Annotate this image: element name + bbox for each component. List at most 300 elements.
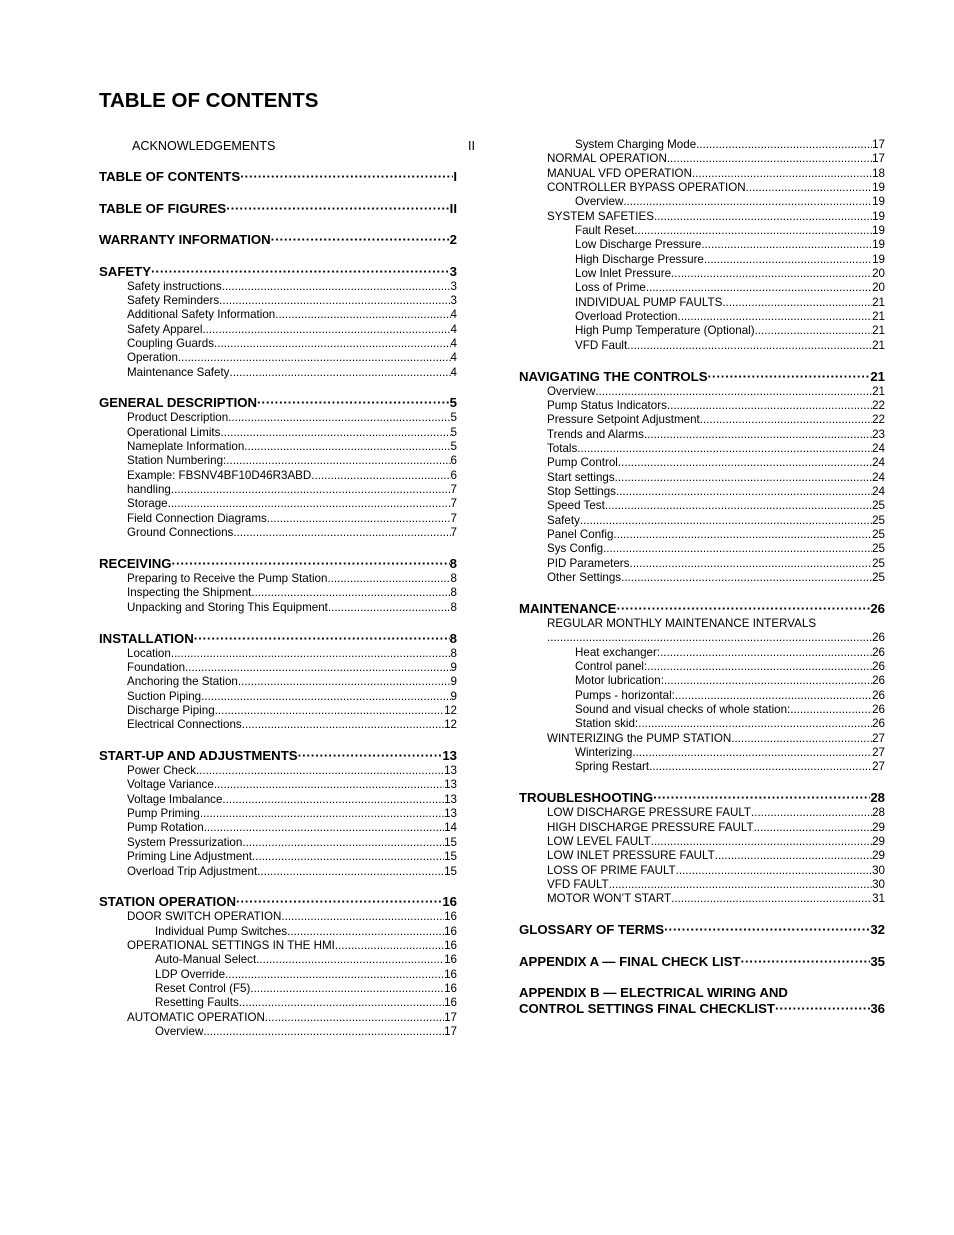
toc-entry-label: Low Inlet Pressure [575,267,672,281]
toc-entry-page: 28 [872,806,885,820]
toc-section-maintenance[interactable] [519,601,885,617]
toc-entry-label: Overview [155,1025,204,1039]
toc-entry-label: TABLE OF FIGURES [99,200,227,216]
toc-entry-page: 19 [872,238,885,252]
toc-entry-ground-connections[interactable] [99,526,457,540]
toc-entry-page: 21 [870,368,885,384]
toc-section-general-description[interactable] [99,395,457,411]
toc-entry-page: 19 [872,224,885,238]
toc-entry-anchoring-the-station[interactable] [99,675,457,689]
toc-section-appendix-b-electrical-wiring-and[interactable]: APPENDIX B — ELECTRICAL WIRING AND [519,985,788,1001]
toc-entry-blank[interactable] [519,631,885,645]
toc-entry-sys-config[interactable] [519,542,885,556]
toc-entry-page: 22 [872,399,885,412]
toc-entry-label: Stop Settings [547,485,616,499]
dot-leader [603,542,872,556]
toc-entry-stop-settings[interactable] [519,485,885,499]
dot-leader [311,469,450,483]
toc-entry-label: MAINTENANCE [519,600,617,616]
toc-entry-label: Overload Protection [575,310,678,324]
toc-entry-label: RECEIVING [99,556,172,571]
dot-leader [281,910,444,924]
toc-entry-overview[interactable] [99,1025,457,1039]
toc-entry-label: LDP Override [155,967,226,981]
toc-entry-motor-lubrication[interactable] [519,674,885,688]
toc-entry-motor-won-t-start[interactable] [519,892,885,906]
toc-entry-label: Pump Status Indicators [547,399,667,412]
dot-leader [220,426,450,440]
dot-leader [219,294,450,308]
toc-entry-voltage-variance[interactable] [99,778,457,792]
toc-entry-trends-and-alarms[interactable] [519,428,885,442]
toc-entry-page: 21 [872,295,885,309]
toc-entry-label: CONTROLLER BYPASS OPERATION [547,181,746,195]
toc-entry-label: OPERATIONAL SETTINGS IN THE HMI [127,939,335,953]
toc-entry-safety-reminders[interactable] [99,294,457,308]
dot-leader [196,764,444,778]
toc-entry-label: Field Connection Diagrams [127,511,267,525]
toc-entry-page: 3 [450,279,457,293]
toc-entry-label: ACKNOWLEDGEMENTS [132,139,276,153]
toc-entry-nameplate-information[interactable] [99,440,457,454]
toc-entry-page: 30 [872,877,885,891]
toc-entry-label: System Charging Mode [575,138,697,151]
toc-entry-label: WINTERIZING the PUMP STATION [547,731,732,745]
toc-entry-high-pump-temperature-optional[interactable] [519,324,885,338]
dot-leader [675,689,872,703]
toc-entry-label: Overview [575,195,624,209]
toc-entry-overload-protection[interactable] [519,310,885,324]
dot-leader [775,1001,870,1017]
toc-entry-maintenance-safety[interactable] [99,366,457,380]
toc-entry-label: Sound and visual checks of whole station: [575,703,791,717]
toc-entry-page: 36 [870,1001,885,1017]
dot-leader [741,954,871,970]
dot-leader [751,806,872,820]
toc-entry-handling[interactable] [99,483,457,497]
dot-leader [298,748,443,764]
toc-entry-label: Reset Control (F5) [155,982,251,996]
toc-entry-suction-piping[interactable] [99,690,457,704]
toc-entry-discharge-piping[interactable] [99,704,457,718]
dot-leader [236,894,442,910]
toc-entry-field-connection-diagrams[interactable] [99,512,457,526]
toc-section-table-of-figures[interactable] [99,201,457,217]
dot-leader [638,717,872,731]
toc-entry-electrical-connections[interactable] [99,718,457,732]
dot-leader [615,471,872,485]
dot-leader [200,807,444,821]
toc-entry-high-discharge-pressure-fault[interactable] [519,821,885,835]
dot-leader [616,485,872,499]
toc-entry-fault-reset[interactable] [519,224,885,238]
toc-entry-page: 26 [870,600,885,616]
toc-entry-label: Safety Apparel [127,322,203,336]
dot-leader [171,647,451,661]
toc-section-station-operation[interactable] [99,894,457,910]
dot-leader [229,366,450,380]
dot-leader [700,413,872,427]
toc-entry-label: NAVIGATING THE CONTROLS [519,368,708,384]
toc-entry-page: 3 [450,293,457,307]
toc-section-start-up-and-adjustments[interactable] [99,748,457,764]
toc-entry-pump-control[interactable] [519,456,885,470]
toc-entry-normal-operation[interactable] [519,152,885,166]
toc-entry-label: Example: FBSNV4BF10D46R3ABD [127,468,312,482]
toc-entry-operational-limits[interactable] [99,426,457,440]
toc-entry-page: 25 [872,571,885,585]
toc-entry-low-discharge-pressure-fault[interactable] [519,806,885,820]
dot-leader [647,660,872,674]
toc-entry-page: 16 [444,996,457,1010]
toc-entry-page: 2 [449,232,457,247]
toc-entry-safety-instructions[interactable] [99,280,457,294]
toc-section-appendix-a-final-check-list[interactable] [519,954,885,970]
toc-entry-label: STATION OPERATION [99,894,236,910]
toc-entry-page: 9 [450,675,457,689]
toc-entry-safety[interactable] [519,514,885,528]
toc-entry-page: 13 [444,807,457,821]
toc-entry-system-pressurization[interactable] [99,836,457,850]
toc-entry-inspecting-the-shipment[interactable] [99,586,457,600]
toc-section-installation[interactable] [99,631,457,647]
toc-entry-low-inlet-pressure[interactable] [519,267,885,281]
toc-entry-heat-exchanger[interactable] [519,646,885,660]
dot-leader [623,195,872,209]
toc-entry-priming-line-adjustment[interactable] [99,850,457,864]
toc-entry-label: Voltage Imbalance [127,792,223,806]
toc-section-navigating-the-controls[interactable] [519,369,885,385]
toc-entry-page: 19 [872,209,885,223]
dot-leader [267,512,451,526]
toc-entry-label: High Pump Temperature (Optional) [575,324,755,338]
toc-entry-auto-manual-select[interactable] [99,953,457,967]
toc-entry-overload-trip-adjustment[interactable] [99,865,457,879]
toc-entry-location[interactable] [99,647,457,661]
toc-entry-power-check[interactable] [99,764,457,778]
toc-entry-label: Coupling Guards [127,336,215,350]
toc-entry-page: 9 [450,689,457,703]
dot-leader [731,732,872,746]
toc-entry-page: 12 [444,703,457,717]
toc-entry-winterizing-the-pump-station[interactable] [519,732,885,746]
dot-leader [228,411,450,425]
toc-entry-page: 24 [872,456,885,470]
toc-entry-label: Safety [547,513,580,527]
toc-entry-page: 21 [872,384,885,398]
toc-entry-loss-of-prime[interactable] [519,281,885,295]
dot-leader [215,704,444,718]
toc-entry-page: 17 [444,1010,457,1024]
toc-entry-label: Product Description [127,411,229,425]
toc-entry-label: Other Settings [547,571,622,585]
dot-leader [671,892,872,906]
toc-entry-page: 26 [872,688,885,702]
toc-entry-page: 16 [444,910,457,924]
toc-entry-label: LOSS OF PRIME FAULT [547,863,676,877]
toc-entry-door-switch-operation[interactable] [99,910,457,924]
toc-entry-page: 4 [450,308,457,322]
dot-leader [701,238,872,252]
toc-entry-label: LOW DISCHARGE PRESSURE FAULT [547,806,751,820]
toc-entry-label: LOW INLET PRESSURE FAULT [547,849,715,863]
dot-leader [722,296,872,310]
toc-right-list [519,138,885,1017]
toc-entry-label: Winterizing [575,746,633,760]
toc-entry-label: Power Check [127,764,196,778]
toc-entry-additional-safety-information[interactable] [99,308,457,322]
toc-entry-speed-test[interactable] [519,499,885,513]
toc-section-table-of-contents[interactable] [99,169,457,185]
toc-entry-overview[interactable] [519,385,885,399]
toc-entry-label: Suction Piping [127,689,202,703]
dot-leader [233,526,450,540]
toc-entry-page: 25 [872,528,885,542]
toc-entry-unpacking-and-storing-this-equipment[interactable] [99,601,457,615]
toc-entry-label: Speed Test [547,499,605,513]
toc-entry-winterizing[interactable] [519,746,885,760]
dot-leader [257,865,444,879]
toc-entry-low-level-fault[interactable] [519,835,885,849]
toc-entry-label: Loss of Prime [575,281,646,295]
dot-leader [667,152,872,166]
dot-leader [746,181,872,195]
toc-entry-reset-control-f5[interactable] [99,982,457,996]
dot-leader [168,497,451,511]
toc-entry-page: 8 [450,572,457,585]
toc-entry-label: Location [127,646,171,660]
toc-entry-sound-and-visual-checks-of-whole-station[interactable] [519,703,885,717]
toc-entry-label: SAFETY [99,263,152,279]
toc-entry-page: 14 [444,821,457,835]
toc-entry-label: Panel Config [547,528,614,542]
toc-entry-label: Priming Line Adjustment [127,850,253,864]
toc-entry-page: 27 [872,731,885,745]
toc-entry-label: LOW LEVEL FAULT [547,834,651,848]
toc-entry-automatic-operation[interactable] [99,1011,457,1025]
dot-leader [609,878,872,892]
toc-entry-page: 20 [872,281,885,295]
toc-entry-spring-restart[interactable] [519,760,885,774]
toc-entry-safety-apparel[interactable] [99,323,457,337]
toc-entry-label: PID Parameters [547,556,630,570]
dot-leader [214,337,451,351]
toc-entry-page: 26 [872,631,885,645]
toc-entry-ldp-override[interactable] [99,968,457,982]
toc-entry-station-skid[interactable] [519,717,885,731]
dot-leader [226,201,449,217]
toc-entry-label: Overload Trip Adjustment [127,864,258,878]
toc-entry-page: 16 [444,953,457,967]
toc-entry-page: 5 [450,411,457,425]
toc-entry-page: 28 [870,790,885,806]
toc-entry-totals[interactable] [519,442,885,456]
dot-leader [660,646,872,660]
toc-section-glossary-of-terms[interactable] [519,922,885,938]
toc-entry-page: 16 [444,939,457,953]
toc-entry-controller-bypass-operation[interactable] [519,181,885,195]
toc-entry-label: HIGH DISCHARGE PRESSURE FAULT [547,820,754,834]
dot-leader [275,308,450,322]
toc-entry-page: 19 [872,181,885,195]
toc-entry-storage[interactable] [99,497,457,511]
dot-leader [225,968,444,982]
toc-entry-pressure-setpoint-adjustment[interactable] [519,413,885,427]
toc-entry-label: AUTOMATIC OPERATION [127,1010,265,1024]
toc-entry-page: 25 [872,513,885,527]
toc-entry-product-description[interactable] [99,411,457,425]
toc-entry-label: MOTOR WON’T START [547,892,672,906]
toc-entry-label: Additional Safety Information [127,308,276,322]
toc-entry-voltage-imbalance[interactable] [99,793,457,807]
toc-entry-regular-monthly-maintenance-intervals[interactable]: REGULAR MONTHLY MAINTENANCE INTERVALS [547,616,817,630]
toc-entry-loss-of-prime-fault[interactable] [519,864,885,878]
toc-entry-preparing-to-receive-the-pump-station[interactable] [99,572,457,586]
dot-leader [238,675,451,689]
dot-leader [629,557,872,571]
toc-entry-page: 25 [872,542,885,556]
dot-leader [692,167,872,181]
toc-entry-page: 16 [442,894,457,910]
toc-entry-label: Heat exchanger: [575,645,661,659]
toc-entry-start-settings[interactable] [519,471,885,485]
dot-leader [664,674,872,688]
toc-entry-panel-config[interactable] [519,528,885,542]
dot-leader [632,746,872,760]
toc-entry-manual-vfd-operation[interactable] [519,167,885,181]
toc-entry-label: NORMAL OPERATION [547,152,667,166]
toc-entry-foundation[interactable] [99,661,457,675]
toc-entry-page: 7 [450,483,457,497]
toc-entry-pump-priming[interactable] [99,807,457,821]
dot-leader [271,232,450,248]
toc-entry-page: 35 [870,953,885,969]
dot-leader [335,939,444,953]
toc-entry-pid-parameters[interactable] [519,557,885,571]
toc-entry-pumps-horizontal[interactable] [519,689,885,703]
toc-entry-page: 13 [444,778,457,792]
toc-entry-operational-settings-in-the-hmi[interactable] [99,939,457,953]
toc-entry-label: TROUBLESHOOTING [519,790,654,806]
toc-section-receiving[interactable] [99,556,457,572]
toc-entry-label: Individual Pump Switches [155,924,288,938]
toc-entry-overview[interactable] [519,195,885,209]
toc-entry-individual-pump-switches[interactable] [99,925,457,939]
dot-leader [580,514,872,528]
toc-entry-pump-rotation[interactable] [99,821,457,835]
dot-leader [621,571,872,585]
dot-leader [667,399,872,413]
toc-entry-coupling-guards[interactable] [99,337,457,351]
dot-leader [252,850,444,864]
toc-section-warranty-information[interactable] [99,232,457,248]
toc-entry-system-safeties[interactable] [519,210,885,224]
toc-entry-example-fbsnv4bf10d46r3abd[interactable] [99,469,457,483]
toc-entry-label: GENERAL DESCRIPTION [99,395,258,411]
dot-leader [171,483,451,497]
dot-leader [618,456,872,470]
toc-entry-page: 8 [450,600,457,614]
toc-entry-page: 18 [872,166,885,180]
page-title: TABLE OF CONTENTS [99,89,319,112]
dot-leader [651,835,872,849]
toc-entry-page: 24 [872,470,885,484]
dot-leader [222,793,444,807]
toc-section-safety[interactable] [99,264,457,280]
toc-entry-label: Preparing to Receive the Pump Station [127,572,328,585]
toc-entry-label: VFD FAULT [547,877,609,891]
dot-leader [222,280,451,294]
dot-leader [214,778,444,792]
toc-entry-page: 5 [450,425,457,439]
dot-leader [595,385,872,399]
toc-entry-vfd-fault[interactable] [519,878,885,892]
dot-leader [715,849,872,863]
toc-entry-label: Start settings [547,470,615,484]
toc-entry-control-panel[interactable] [519,660,885,674]
dot-leader [616,601,870,617]
dot-leader [790,703,872,717]
toc-entry-page: 21 [872,310,885,324]
toc-entry-label: Ground Connections [127,526,234,540]
dot-leader [676,864,872,878]
toc-entry-low-inlet-pressure-fault[interactable] [519,849,885,863]
toc-entry-acknowledgements[interactable] [99,138,475,154]
toc-entry-label: Totals [547,442,578,456]
toc-entry-individual-pump-faults[interactable] [519,296,885,310]
toc-entry-page: 26 [872,674,885,688]
toc-entry-vfd-fault[interactable] [519,339,885,353]
toc-entry-label: Motor lubrication: [575,674,664,688]
dot-leader [256,953,444,967]
toc-entry-operation[interactable] [99,351,457,365]
toc-entry-low-discharge-pressure[interactable] [519,238,885,252]
toc-entry-label: Storage [127,497,168,511]
toc-entry-page: 21 [872,338,885,352]
dot-leader [226,454,450,468]
dot-leader [613,528,872,542]
toc-entry-page: 13 [444,792,457,806]
dot-leader [653,790,870,806]
toc-section-control-settings-final-checklist[interactable] [519,1001,885,1017]
dot-leader [242,718,444,732]
toc-entry-page: 17 [872,152,885,166]
toc-entry-page: I [453,169,457,184]
dot-leader [151,264,450,280]
toc-entry-other-settings[interactable] [519,571,885,585]
dot-leader [671,267,872,281]
toc-entry-page: 8 [450,586,457,600]
dot-leader [577,442,872,456]
toc-entry-page: 7 [450,511,457,525]
toc-entry-station-numbering[interactable] [99,454,457,468]
toc-entry-pump-status-indicators[interactable] [519,399,885,413]
toc-entry-page: 26 [872,660,885,673]
toc-entry-page: 19 [872,252,885,266]
toc-entry-label: Control panel: [575,660,648,673]
toc-entry-system-charging-mode[interactable] [519,138,885,152]
toc-entry-label: Nameplate Information [127,440,245,454]
toc-entry-resetting-faults[interactable] [99,996,457,1010]
toc-entry-page: 5 [449,395,457,411]
toc-entry-high-discharge-pressure[interactable] [519,253,885,267]
toc-entry-label: Station skid: [575,717,639,731]
toc-entry-label: System Pressurization [127,835,243,849]
toc-entry-label: Pump Priming [127,807,200,821]
dot-leader [646,281,872,295]
toc-section-troubleshooting[interactable] [519,790,885,806]
toc-entry-page: 24 [872,442,885,456]
